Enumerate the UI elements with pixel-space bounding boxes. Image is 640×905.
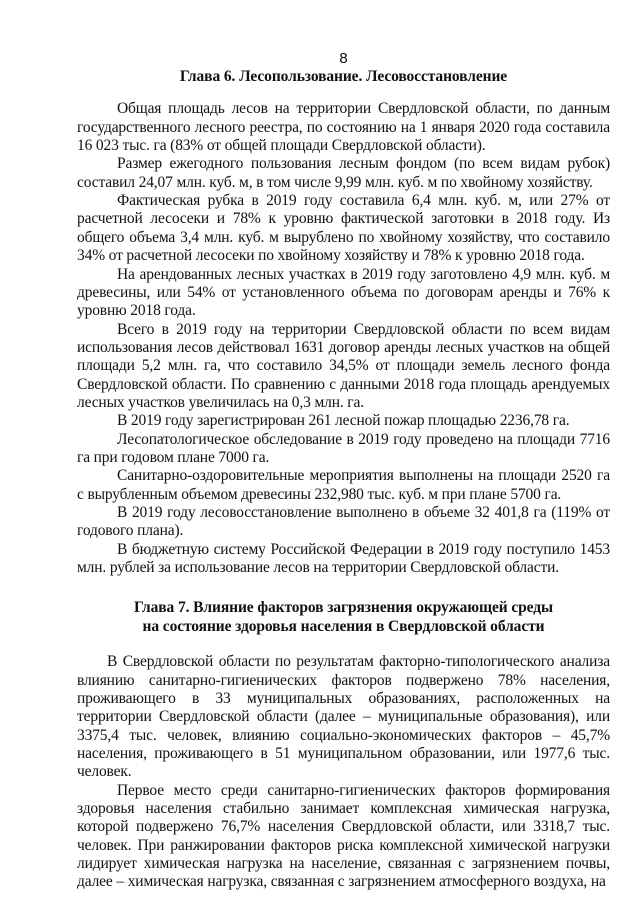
paragraph-forest-area: Общая площадь лесов на территории Свердловской области, по данным государственного лесного реестра, по состоянию на 1 января 2020 года составила 16 023 тыс. га (83% от общей площади Свердловской области).: [77, 100, 610, 155]
paragraph-annual-use: Размер ежегодного пользования лесным фондом (по всем видам рубок) составил 24,07 млн. куб. м, в том числе 9,99 млн. куб. м по хвойному хозяйству.: [77, 155, 610, 191]
chapter-7-section: [77, 599, 610, 891]
paragraph-forest-fires: В 2019 году зарегистрирован 261 лесной пожар площадью 2236,78 га.: [117, 412, 570, 430]
chapter-7-title: [77, 599, 610, 636]
paragraph-actual-felling: Фактическая рубка в 2019 году составила 6,4 млн. куб. м, или 27% от расчетной лесосеки и 78% к уровню фактической заготовки в 2018 году. Из общего объема 3,4 млн. куб. м вырублено по хвойному хозяйству, что составило 34% от расчетной лесосеки по хвойному хозяйству и 78% к уровню 2018 года.: [77, 192, 610, 265]
paragraph-forest-pathology: Лесопатологическое обследование в 2019 году проведено на площади 7716 га при годовом плане 7000 га.: [77, 430, 610, 466]
paragraph-factor-analysis: В Свердловской области по результатам факторно-типологического анализа влиянию санитарно-гигиенических факторов подвержено 78% населения, проживающего в 33 муниципальных образованиях, расположенных на территории Свердловской области (далее – муниципальные образования), или 3375,4 тыс. человек, влиянию социально-экономических факторов – 45,7% населения, проживающего в 51 муниципальном образовании, или 1977,6 тыс. человек.: [77, 653, 610, 781]
paragraph-leased-plots: На арендованных лесных участках в 2019 году заготовлено 4,9 млн. куб. м древесины, или 54% от установленного объема по договорам аренды и 76% к уровню 2018 года.: [77, 265, 610, 320]
chapter-6-section: [77, 68, 610, 577]
paragraph-chemical-load: Первое место среди санитарно-гигиенических факторов формирования здоровья населения стабильно занимает комплексная химическая нагрузка, которой подвержено 76,7% населения Свердловской области, или 3318,7 тыс. человек. При ранжировании факторов риска комплексной химической нагрузки лидирует химическая нагрузка на население, связанная с загрязнением почвы, далее – химическая нагрузка, связанная с загрязнением атмосферного воздуха, на: [77, 781, 610, 891]
page-number: 8: [339, 50, 348, 67]
paragraph-reforestation: В 2019 году лесовосстановление выполнено в объеме 32 401,8 га (119% от годового плана).: [77, 503, 610, 540]
document-page: [77, 50, 610, 892]
chapter-7-title-line-1: Глава 7. Влияние факторов загрязнения окружающей среды: [134, 599, 553, 617]
chapter-6-title: Глава 6. Лесопользование. Лесовосстановление: [179, 68, 508, 85]
paragraph-sanitary-measures: Санитарно-оздоровительные мероприятия выполнены на площади 2520 га с вырубленным объемом древесины 232,980 тыс. куб. м при плане 5700 га.: [77, 467, 610, 503]
chapter-7-title-line-2: на состояние здоровья населения в Свердловской области: [142, 617, 545, 635]
paragraph-budget-revenue: В бюджетную систему Российской Федерации в 2019 году поступило 1453 млн. рублей за использование лесов на территории Свердловской области.: [77, 540, 610, 576]
paragraph-lease-agreements: Всего в 2019 году на территории Свердловской области по всем видам использования лесов действовал 1631 договор аренды лесных участков на общей площади 5,2 млн. га, что составило 34,5% от площади земель лесного фонда Свердловской области. По сравнению с данными 2018 года площадь арендуемых лесных участков увеличилась на 0,3 млн. га.: [77, 320, 610, 411]
